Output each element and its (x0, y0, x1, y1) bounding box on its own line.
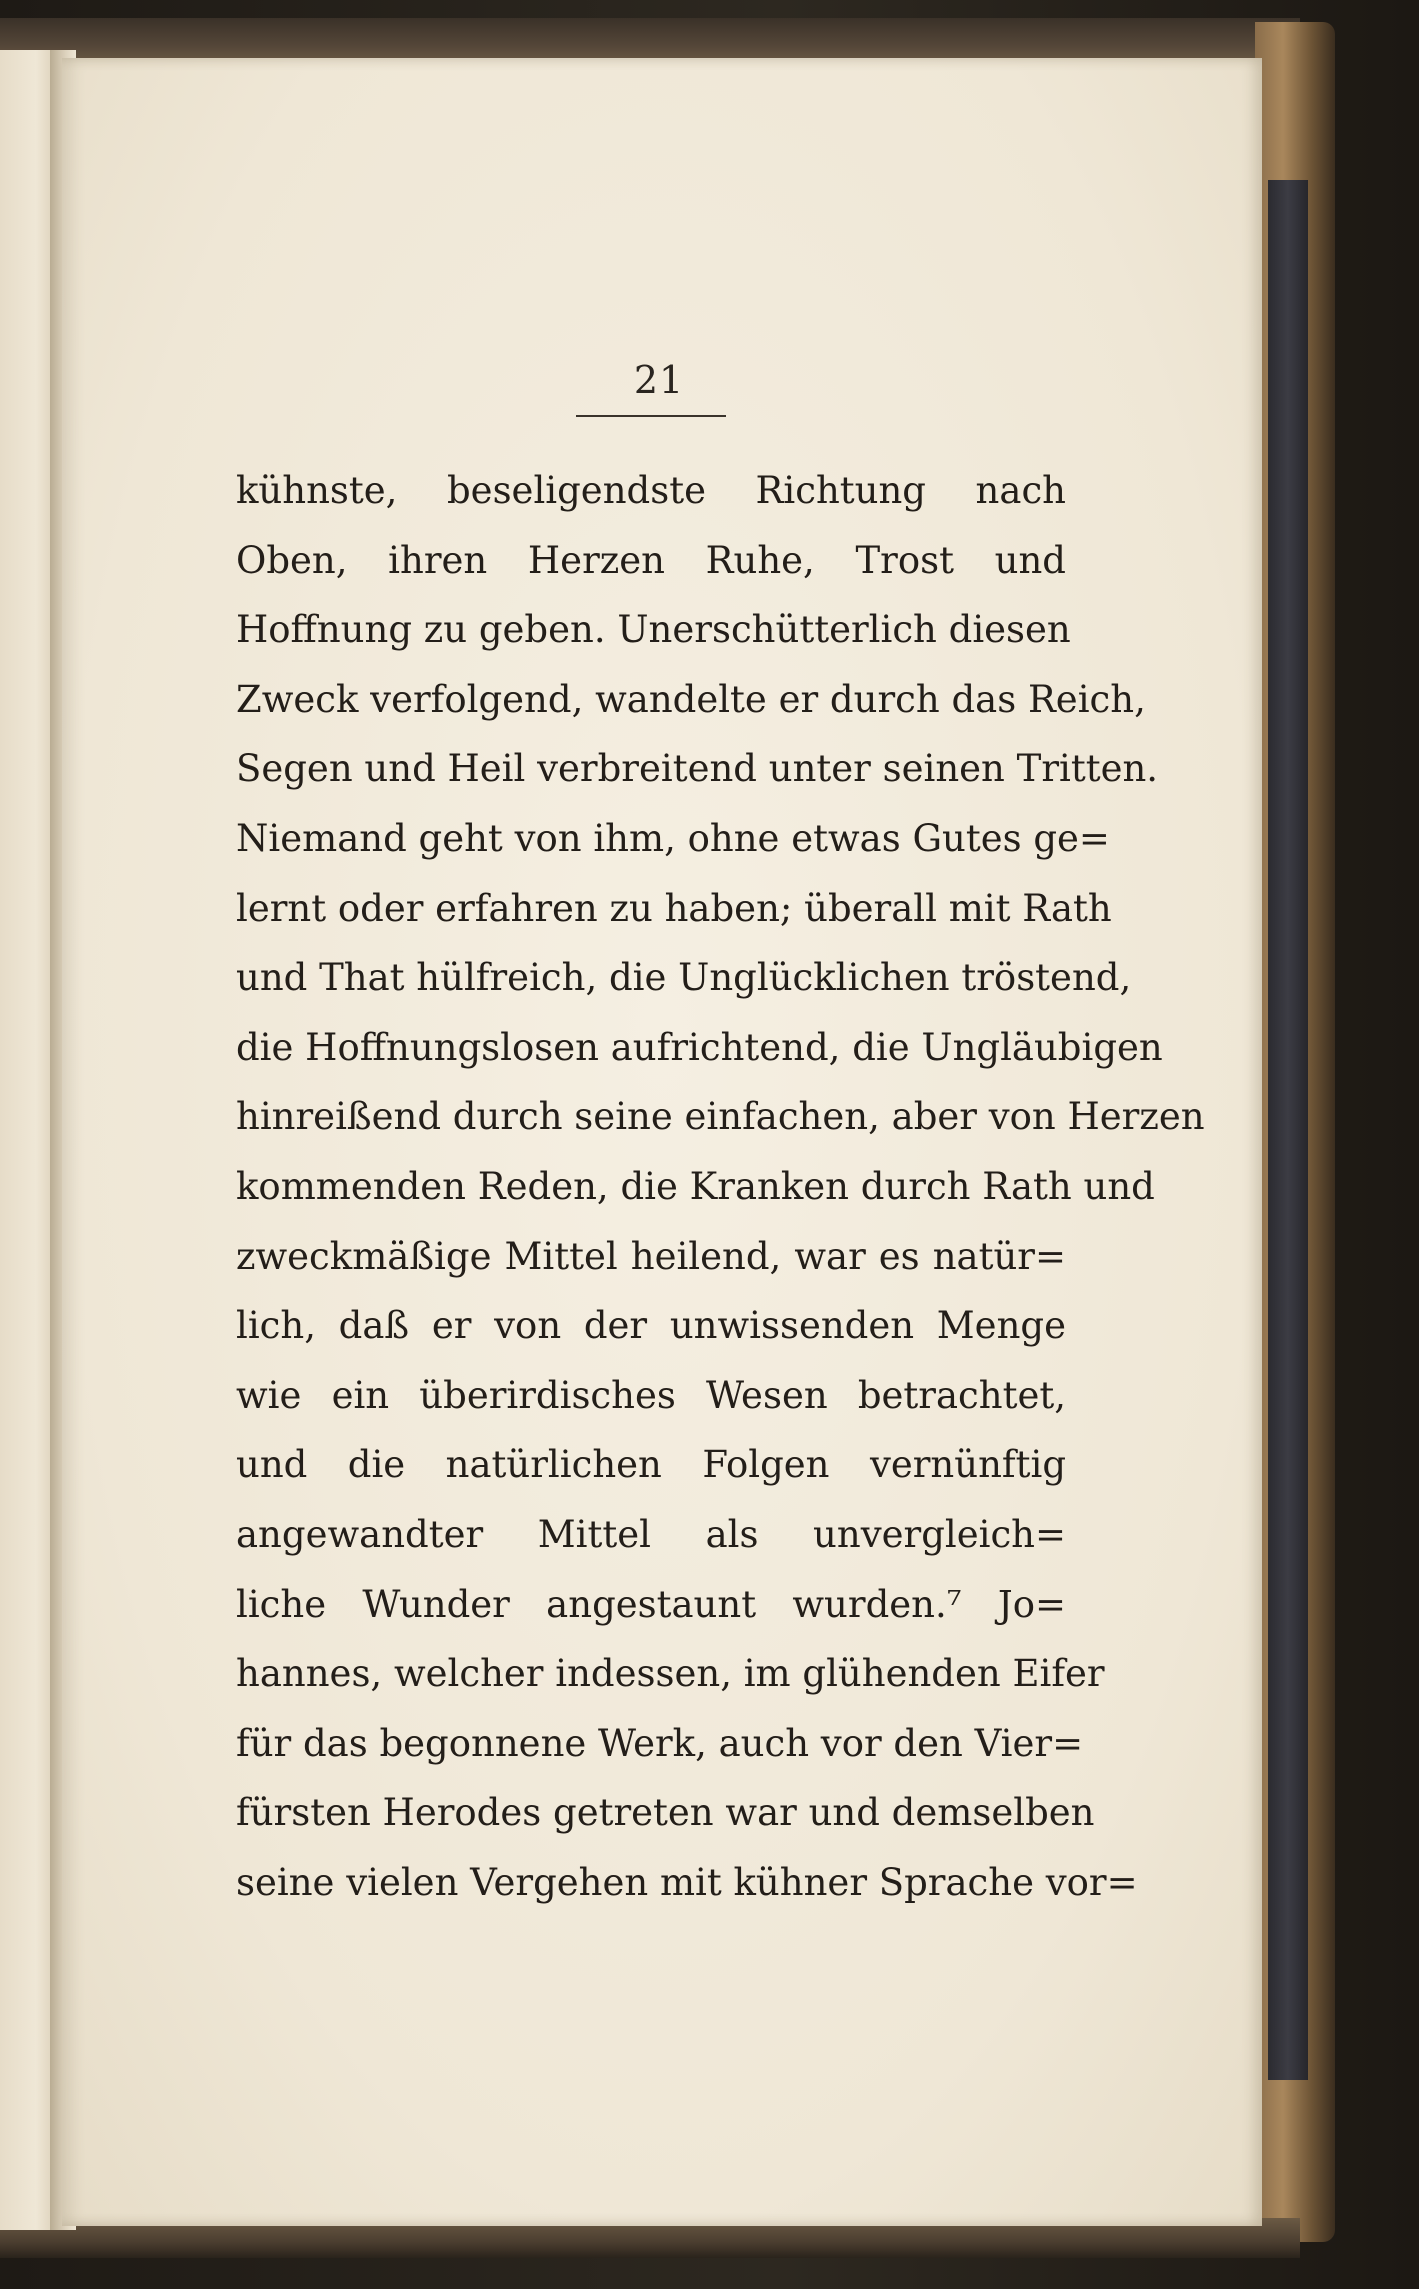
text-line: seine vielen Vergehen mit kühner Sprache vor= (236, 1860, 1138, 1904)
text-line: Segen und Heil verbreitend unter seinen Tritten. (236, 747, 1159, 791)
text-line: lernt oder erfahren zu haben; überall mit Rath (236, 886, 1112, 930)
text-line: hannes, welcher indessen, im glühenden Eifer (236, 1652, 1105, 1696)
book-spine-cloth (1268, 180, 1308, 2080)
text-line: Hoffnung zu geben. Unerschütterlich diesen (236, 608, 1071, 652)
text-line: wie ein überirdisches Wesen betrachtet, (236, 1373, 1066, 1417)
text-line: kommenden Reden, die Kranken durch Rath und (236, 1164, 1155, 1208)
text-line: Zweck verfolgend, wandelte er durch das Reich, (236, 677, 1146, 721)
text-line: kühnste, beseligendste Richtung nach (236, 469, 1066, 512)
text-line: und die natürlichen Folgen vernünftig (236, 1443, 1066, 1487)
text-line: angewandter Mittel als unvergleich= (236, 1512, 1066, 1556)
page-number-rule (576, 415, 726, 417)
body-text (236, 456, 1205, 1917)
text-line: und That hülfreich, die Unglücklichen tröstend, (236, 956, 1132, 1000)
text-line: Oben, ihren Herzen Ruhe, Trost und (236, 538, 1066, 582)
text-line: hinreißend durch seine einfachen, aber von Herzen (236, 1095, 1205, 1139)
text-line: zweckmäßige Mittel heilend, war es natür= (236, 1234, 1066, 1278)
text-line: Niemand geht von ihm, ohne etwas Gutes ge= (236, 816, 1110, 860)
text-line: lich, daß er von der unwissenden Menge (236, 1304, 1066, 1348)
text-line: fürsten Herodes getreten war und demselben (236, 1791, 1095, 1835)
page-number: 21 (633, 358, 685, 402)
text-line: liche Wunder angestaunt wurden.⁷ Jo= (236, 1582, 1066, 1626)
book-page (62, 58, 1262, 2226)
text-line: für das begonnene Werk, auch vor den Vier= (236, 1721, 1084, 1765)
text-line: die Hoffnungslosen aufrichtend, die Ungläubigen (236, 1025, 1163, 1069)
